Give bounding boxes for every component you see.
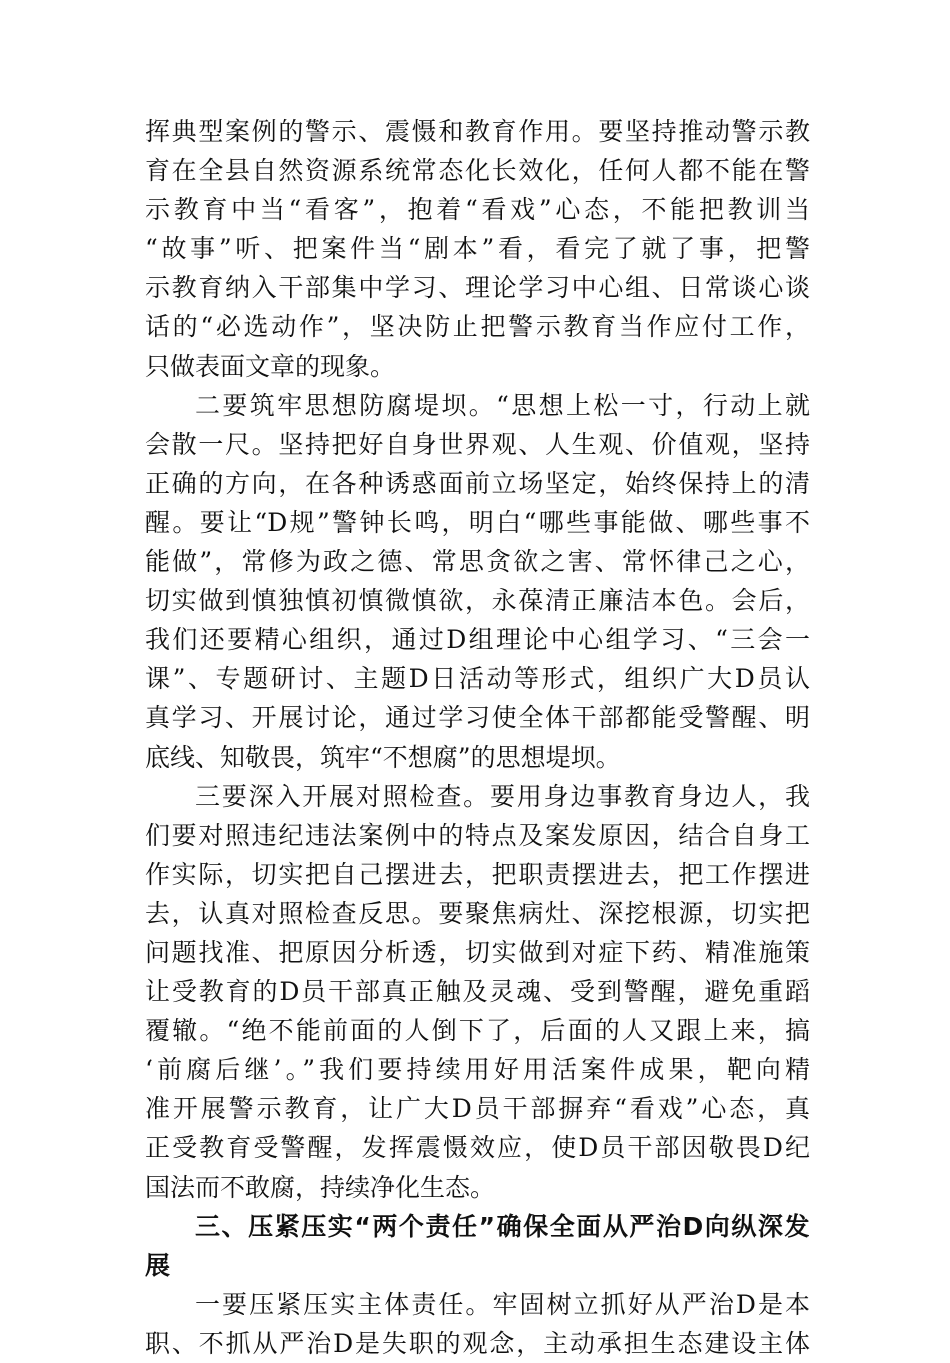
- text-line: 挥典型案例的警示、震慑和教育作用。要坚持推动警示教: [145, 117, 810, 146]
- paragraph: [145, 1285, 810, 1363]
- heading-line: 三、压紧压实“两个责任”确保全面从严治D向纵深发: [195, 1211, 810, 1241]
- section-heading: [145, 1207, 810, 1285]
- text-line: 们要对照违纪违法案例中的特点及案发原因，结合自身工: [145, 820, 810, 850]
- text-line: 真学习、开展讨论，通过学习使全体干部都能受警醒、明: [145, 703, 810, 733]
- text-line: 会散一尺。坚持把好自身世界观、人生观、价值观，坚持: [145, 429, 810, 459]
- text-line: 只做表面文章的现象。: [145, 351, 396, 381]
- text-line: 能做”，常修为政之德、常思贪欲之害、常怀律己之心，: [145, 547, 810, 577]
- text-line: 育在全县自然资源系统常态化长效化，任何人都不能在警: [145, 156, 810, 186]
- text-line: ‘前腐后继’。”我们要持续用好用活案件成果，靶向精: [145, 1055, 810, 1085]
- text-line: 二要筑牢思想防腐堤坝。“思想上松一寸，行动上就: [195, 390, 810, 420]
- paragraph: [145, 777, 810, 1207]
- document-body: [145, 112, 810, 1363]
- text-line: 问题找准、把原因分析透，切实做到对症下药、精准施策: [145, 937, 810, 967]
- text-line: 示教育纳入干部集中学习、理论学习中心组、日常谈心谈: [145, 273, 810, 303]
- text-line: 三要深入开展对照检查。要用身边事教育身边人，我: [195, 781, 810, 811]
- text-line: “故事”听、把案件当“剧本”看，看完了就了事，把警: [145, 234, 810, 264]
- text-line: 我们还要精心组织，通过D组理论中心组学习、“三会一: [145, 625, 810, 655]
- text-line: 正确的方向，在各种诱惑面前立场坚定，始终保持上的清: [145, 468, 810, 498]
- text-line: 底线、知敬畏，筑牢“不想腐”的思想堤坝。: [145, 742, 621, 772]
- paragraph: [145, 112, 810, 386]
- text-line: 醒。要让“D规”警钟长鸣，明白“哪些事能做、哪些事不: [145, 507, 810, 537]
- text-line: 职、不抓从严治D是失职的观念，主动承担生态建设主体: [145, 1328, 810, 1358]
- text-line: 准开展警示教育，让广大D员干部摒弃“看戏”心态，真: [145, 1094, 810, 1124]
- paragraph: [145, 386, 810, 777]
- text-line: 正受教育受警醒，发挥震慑效应，使D员干部因敬畏D纪: [145, 1133, 810, 1163]
- text-line: 切实做到慎独慎初慎微慎欲，永葆清正廉洁本色。会后，: [145, 586, 810, 616]
- text-line: 国法而不敢腐，持续净化生态。: [145, 1172, 496, 1202]
- text-line: 去，认真对照检查反思。要聚焦病灶、深挖根源，切实把: [145, 898, 810, 928]
- text-line: 话的“必选动作”，坚决防止把警示教育当作应付工作，: [145, 312, 810, 342]
- text-line: 让受教育的D员干部真正触及灵魂、受到警醒，避免重蹈: [145, 977, 810, 1007]
- text-line: 作实际，切实把自己摆进去，把职责摆进去，把工作摆进: [145, 859, 810, 889]
- text-line: 覆辙。“绝不能前面的人倒下了，后面的人又跟上来，搞: [145, 1016, 810, 1046]
- text-line: 课”、专题研讨、主题D日活动等形式，组织广大D员认: [145, 664, 810, 694]
- text-line: 示教育中当“看客”，抱着“看戏”心态，不能把教训当: [145, 195, 810, 225]
- text-line: 一要压紧压实主体责任。牢固树立抓好从严治D是本: [195, 1289, 810, 1319]
- heading-line: 展: [145, 1250, 171, 1280]
